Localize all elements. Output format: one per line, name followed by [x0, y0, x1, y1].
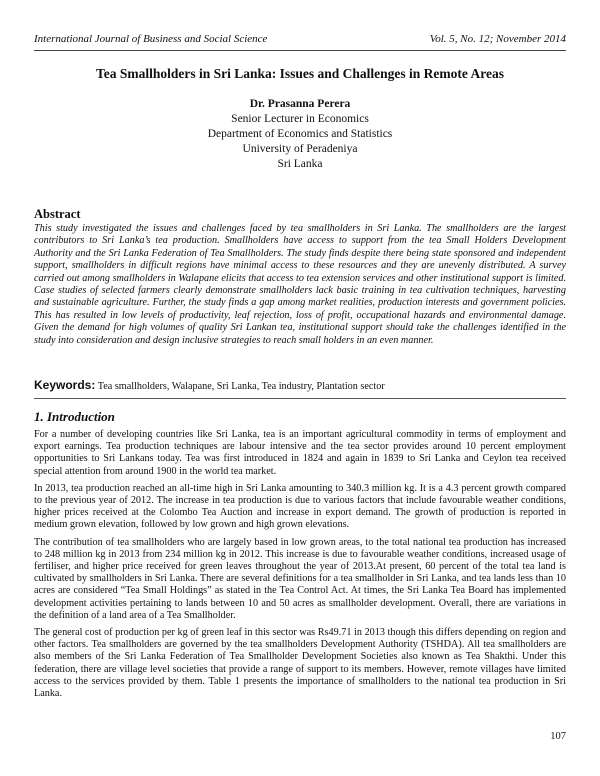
- journal-name: International Journal of Business and Social Science: [34, 33, 268, 45]
- body-paragraph: The contribution of tea smallholders who are largely based in low grown areas, to the total national tea production has increased to 248 million kg in 2013 from 234 million kg in 2012. This increase is due to favourable weather conditions, increased usage of fertiliser, and higher price received for green leaves throughout the year of 2013.At present, 60 percent of the total tea land is cultivated by smallholders in Sri Lanka. There are several definitions for a tea smallholder in Sri Lanka, and tea lands less than 10 acres are considered “Tea Small Holdings” as stated in the Tea Control Act. At times, the Sri Lanka Tea Board has implemented development activities pertaining to lands between 10 and 50 acres as smallholder development. Overall, there are variations in the definition of a land area of a Tea Smallholder.: [34, 536, 566, 621]
- section-rule: [34, 398, 566, 399]
- author-affiliation-line: University of Peradeniya: [242, 143, 358, 155]
- paper-title: Tea Smallholders in Sri Lanka: Issues and Challenges in Remote Areas: [95, 66, 505, 81]
- keywords-text: Tea smallholders, Walapane, Sri Lanka, Tea industry, Plantation sector: [97, 381, 385, 392]
- running-header: [34, 33, 566, 45]
- section-heading: 1. Introduction: [34, 409, 115, 424]
- body-paragraph: For a number of developing countries like Sri Lanka, tea is an important agricultural commodity in terms of employment and export earnings. Tea production techniques are labour intensive and the tea sector provides around 10 percent employment opportunities to Sri Lankans today. Tea was first introduced in 1824 and again in 1839 to Sri Lanka and Ceylon tea received special attention from around 1900 in the world tea market.: [34, 429, 566, 477]
- author-name: Dr. Prasanna Perera: [249, 98, 351, 110]
- section-body: [34, 429, 566, 705]
- author-affiliation-line: Sri Lanka: [277, 158, 323, 170]
- body-paragraph: In 2013, tea production reached an all-time high in Sri Lanka amounting to 340.3 million kg. It is a 4.3 percent growth compared to the previous year of 2012. The increase in tea production is due to various factors that include favourable weather conditions, higher prices received at the Colombo Tea Auction and increase in export demand. The growth of production is reported in medium grown elevation, followed by low grown and high grown elevations.: [34, 482, 566, 531]
- author-affiliation-line: Department of Economics and Statistics: [207, 128, 393, 140]
- author-affiliation-line: Senior Lecturer in Economics: [231, 113, 369, 125]
- abstract-text: This study investigated the issues and challenges faced by tea smallholders in Sri Lanka. The smallholders are the largest contributors to Sri Lanka’s tea production. Smallholders have access to support from the tea Small Holders Development Authority and the Sri Lanka Federation of Tea Smallholders. The study finds despite there being state sponsored and independent support, smallholders in difficult regions have minimal access to these resources and they are unevenly distributed. A survey carried out among smallholders in Walapane elicits that access to tea extension services and other institutional support is limited. Case studies of selected farmers clearly demonstrate smallholders lack basic training in tea cultivation techniques, harvesting and sustainable agriculture. Further, the study finds a gap among market realities, production interests and government policies. This has resulted in low levels of productivity, leaf rejection, loss of profit, occupational hazards and environmental damage. Given the demand for high volumes of quality Sri Lankan tea, institutional support should take the challenges identified in the study into consideration and design inclusive strategies to reach small holders in an even manner.: [34, 223, 566, 346]
- page-number: 107: [550, 731, 566, 742]
- body-paragraph: The general cost of production per kg of green leaf in this sector was Rs49.71 in 2013 though this differs depending on region and other factors. Tea smallholders are governed by the tea smallholders Development Authority (TSHDA). All tea smallholders are also members of the Sri Lanka Federation of Tea Smallholder Development Societies also known as Tea Shakthi. Under this federation, there are village level societies that provide a range of support to its members. However, remote villages have limited access to the services provided by them. Table 1 presents the importance of smallholders to the national tea production in Sri Lanka.: [34, 627, 566, 700]
- keywords-label: Keywords:: [34, 378, 96, 392]
- author-block: [34, 97, 566, 172]
- abstract-heading: Abstract: [34, 207, 81, 221]
- header-rule: [34, 50, 566, 51]
- issue-info: Vol. 5, No. 12; November 2014: [429, 33, 566, 45]
- keywords: [34, 378, 566, 392]
